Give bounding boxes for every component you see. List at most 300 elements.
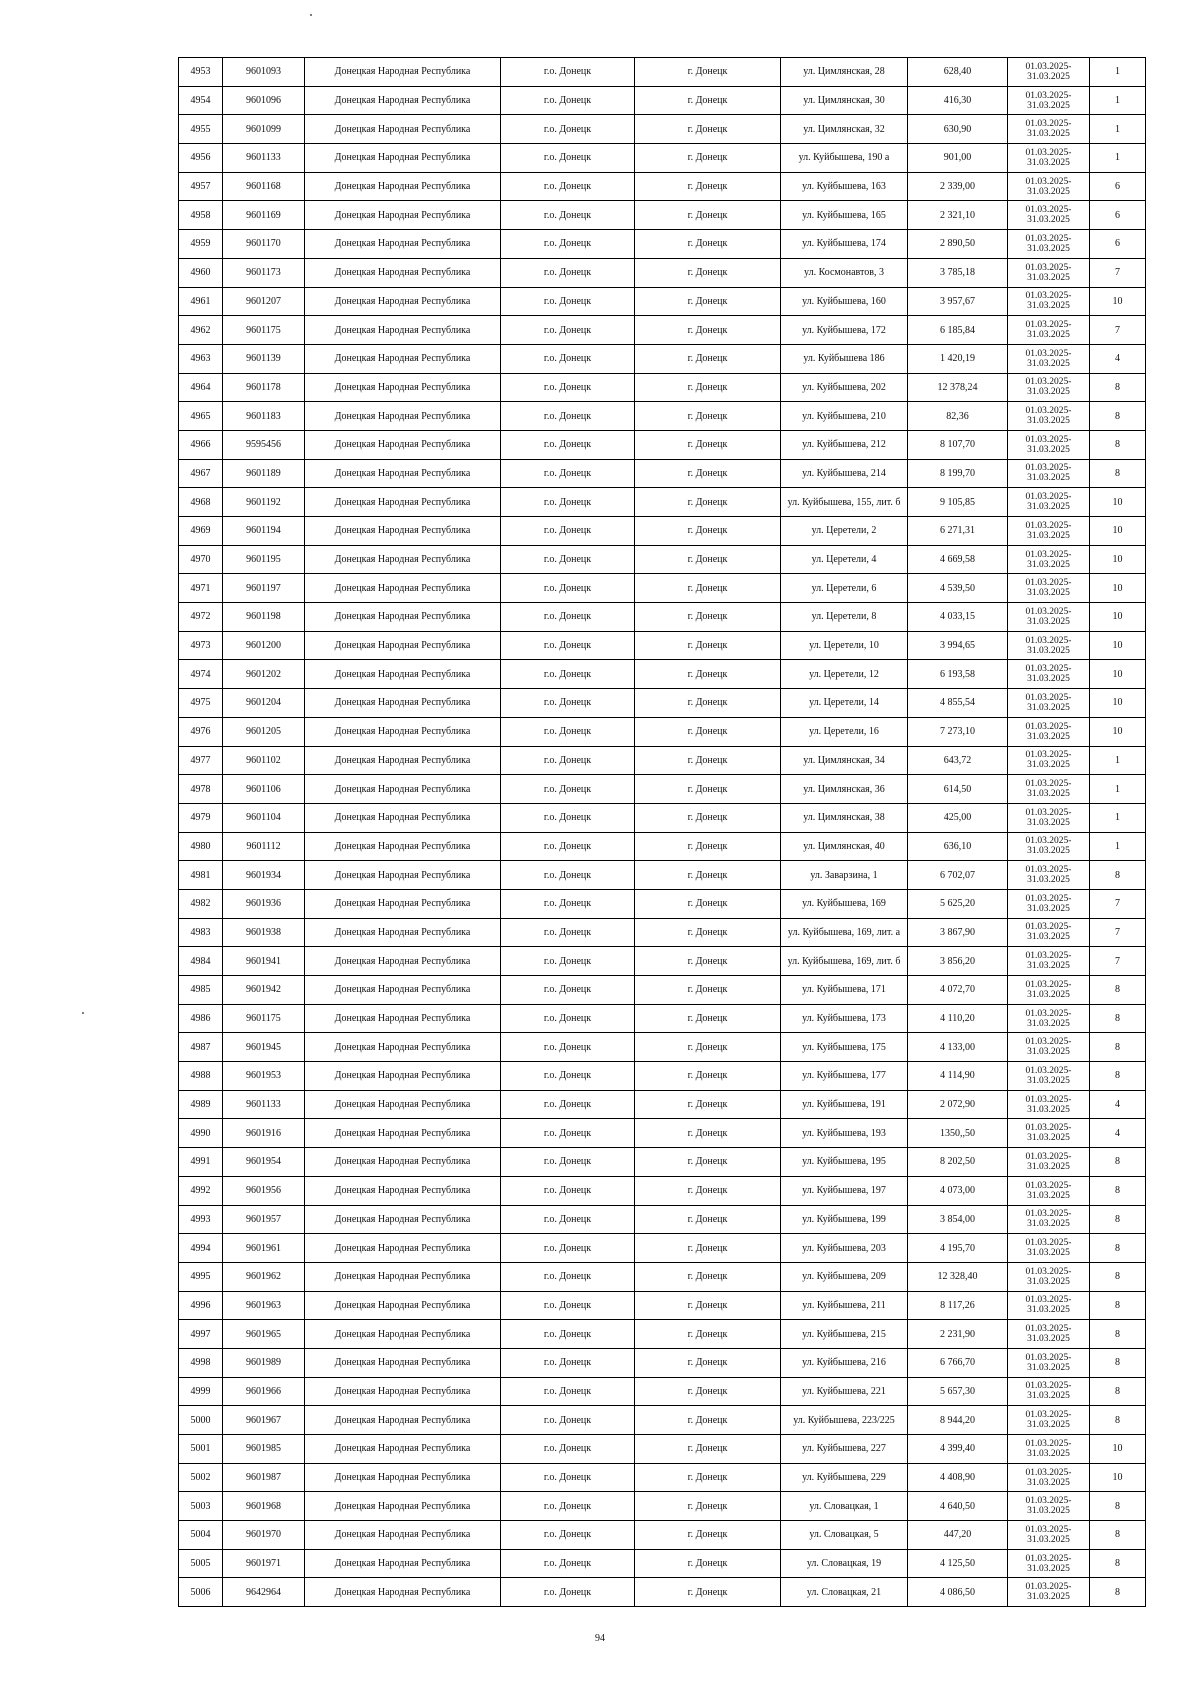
row-number-cell: 4963 <box>179 344 223 373</box>
object-code-cell: 9601133 <box>223 1090 305 1119</box>
address-cell: ул. Куйбышева, 193 <box>781 1119 908 1148</box>
address-cell: ул. Куйбышева, 169 <box>781 889 908 918</box>
city-cell: г. Донецк <box>635 344 781 373</box>
floors-cell: 8 <box>1090 402 1146 431</box>
table-row <box>179 517 1146 546</box>
address-cell: ул. Куйбышева, 203 <box>781 1234 908 1263</box>
area-cell: 643,72 <box>908 746 1008 775</box>
city-cell: г. Донецк <box>635 861 781 890</box>
period-cell: 01.03.2025-31.03.2025 <box>1008 1148 1090 1177</box>
object-code-cell: 9601956 <box>223 1176 305 1205</box>
area-cell: 4 855,54 <box>908 689 1008 718</box>
table-row <box>179 402 1146 431</box>
address-cell: ул. Куйбышева, 165 <box>781 201 908 230</box>
city-cell: г. Донецк <box>635 517 781 546</box>
city-cell: г. Донецк <box>635 316 781 345</box>
object-code-cell: 9601953 <box>223 1062 305 1091</box>
region-cell: Донецкая Народная Республика <box>305 832 501 861</box>
period-cell: 01.03.2025-31.03.2025 <box>1008 803 1090 832</box>
address-cell: ул. Цимлянская, 28 <box>781 58 908 87</box>
object-code-cell: 9601200 <box>223 631 305 660</box>
area-cell: 3 957,67 <box>908 287 1008 316</box>
address-cell: ул. Куйбышева, 175 <box>781 1033 908 1062</box>
district-cell: г.о. Донецк <box>501 1090 635 1119</box>
city-cell: г. Донецк <box>635 459 781 488</box>
row-number-cell: 4981 <box>179 861 223 890</box>
district-cell: г.о. Донецк <box>501 1549 635 1578</box>
row-number-cell: 4966 <box>179 430 223 459</box>
table-row <box>179 717 1146 746</box>
row-number-cell: 4989 <box>179 1090 223 1119</box>
period-cell: 01.03.2025-31.03.2025 <box>1008 230 1090 259</box>
city-cell: г. Донецк <box>635 402 781 431</box>
object-code-cell: 9601204 <box>223 689 305 718</box>
city-cell: г. Донецк <box>635 1262 781 1291</box>
region-cell: Донецкая Народная Республика <box>305 373 501 402</box>
district-cell: г.о. Донецк <box>501 1119 635 1148</box>
row-number-cell: 4996 <box>179 1291 223 1320</box>
district-cell: г.о. Донецк <box>501 258 635 287</box>
table-row <box>179 803 1146 832</box>
row-number-cell: 4975 <box>179 689 223 718</box>
floors-cell: 1 <box>1090 115 1146 144</box>
area-cell: 8 199,70 <box>908 459 1008 488</box>
city-cell: г. Донецк <box>635 373 781 402</box>
region-cell: Донецкая Народная Республика <box>305 1549 501 1578</box>
district-cell: г.о. Донецк <box>501 287 635 316</box>
floors-cell: 1 <box>1090 803 1146 832</box>
floors-cell: 8 <box>1090 861 1146 890</box>
floors-cell: 4 <box>1090 1090 1146 1119</box>
object-code-cell: 9601133 <box>223 144 305 173</box>
row-number-cell: 4969 <box>179 517 223 546</box>
row-number-cell: 4987 <box>179 1033 223 1062</box>
floors-cell: 8 <box>1090 1062 1146 1091</box>
object-code-cell: 9601168 <box>223 172 305 201</box>
district-cell: г.о. Донецк <box>501 1492 635 1521</box>
region-cell: Донецкая Народная Республика <box>305 689 501 718</box>
table-row <box>179 316 1146 345</box>
period-cell: 01.03.2025-31.03.2025 <box>1008 1062 1090 1091</box>
registry-table <box>178 57 1146 1607</box>
region-cell: Донецкая Народная Республика <box>305 230 501 259</box>
period-cell: 01.03.2025-31.03.2025 <box>1008 1463 1090 1492</box>
region-cell: Донецкая Народная Республика <box>305 631 501 660</box>
district-cell: г.о. Донецк <box>501 1176 635 1205</box>
row-number-cell: 5003 <box>179 1492 223 1521</box>
period-cell: 01.03.2025-31.03.2025 <box>1008 1492 1090 1521</box>
district-cell: г.о. Донецк <box>501 144 635 173</box>
region-cell: Донецкая Народная Республика <box>305 717 501 746</box>
address-cell: ул. Церетели, 4 <box>781 545 908 574</box>
row-number-cell: 4957 <box>179 172 223 201</box>
district-cell: г.о. Донецк <box>501 918 635 947</box>
city-cell: г. Донецк <box>635 1348 781 1377</box>
region-cell: Донецкая Народная Республика <box>305 660 501 689</box>
floors-cell: 6 <box>1090 230 1146 259</box>
table-row <box>179 1377 1146 1406</box>
city-cell: г. Донецк <box>635 1377 781 1406</box>
area-cell: 4 195,70 <box>908 1234 1008 1263</box>
floors-cell: 8 <box>1090 430 1146 459</box>
floors-cell: 8 <box>1090 1406 1146 1435</box>
floors-cell: 1 <box>1090 58 1146 87</box>
area-cell: 4 133,00 <box>908 1033 1008 1062</box>
city-cell: г. Донецк <box>635 545 781 574</box>
period-cell: 01.03.2025-31.03.2025 <box>1008 373 1090 402</box>
area-cell: 6 702,07 <box>908 861 1008 890</box>
city-cell: г. Донецк <box>635 488 781 517</box>
period-cell: 01.03.2025-31.03.2025 <box>1008 287 1090 316</box>
region-cell: Донецкая Народная Республика <box>305 1205 501 1234</box>
floors-cell: 10 <box>1090 1463 1146 1492</box>
city-cell: г. Донецк <box>635 889 781 918</box>
table-row <box>179 1176 1146 1205</box>
object-code-cell: 9601941 <box>223 947 305 976</box>
floors-cell: 8 <box>1090 976 1146 1005</box>
city-cell: г. Донецк <box>635 1549 781 1578</box>
area-cell: 4 408,90 <box>908 1463 1008 1492</box>
period-cell: 01.03.2025-31.03.2025 <box>1008 258 1090 287</box>
object-code-cell: 9601170 <box>223 230 305 259</box>
region-cell: Донецкая Народная Республика <box>305 402 501 431</box>
object-code-cell: 9601096 <box>223 86 305 115</box>
region-cell: Донецкая Народная Республика <box>305 1521 501 1550</box>
object-code-cell: 9642964 <box>223 1578 305 1607</box>
period-cell: 01.03.2025-31.03.2025 <box>1008 861 1090 890</box>
area-cell: 901,00 <box>908 144 1008 173</box>
period-cell: 01.03.2025-31.03.2025 <box>1008 746 1090 775</box>
period-cell: 01.03.2025-31.03.2025 <box>1008 1348 1090 1377</box>
area-cell: 2 890,50 <box>908 230 1008 259</box>
floors-cell: 8 <box>1090 1492 1146 1521</box>
district-cell: г.о. Донецк <box>501 1033 635 1062</box>
floors-cell: 7 <box>1090 947 1146 976</box>
table-row <box>179 58 1146 87</box>
region-cell: Донецкая Народная Республика <box>305 603 501 632</box>
region-cell: Донецкая Народная Республика <box>305 144 501 173</box>
district-cell: г.о. Донецк <box>501 402 635 431</box>
floors-cell: 6 <box>1090 201 1146 230</box>
city-cell: г. Донецк <box>635 660 781 689</box>
city-cell: г. Донецк <box>635 172 781 201</box>
address-cell: ул. Словацкая, 5 <box>781 1521 908 1550</box>
table-row <box>179 459 1146 488</box>
area-cell: 4 399,40 <box>908 1435 1008 1464</box>
object-code-cell: 9601968 <box>223 1492 305 1521</box>
address-cell: ул. Куйбышева, 155, лит. б <box>781 488 908 517</box>
object-code-cell: 9601966 <box>223 1377 305 1406</box>
address-cell: ул. Церетели, 8 <box>781 603 908 632</box>
region-cell: Донецкая Народная Республика <box>305 1148 501 1177</box>
address-cell: ул. Куйбышева, 191 <box>781 1090 908 1119</box>
address-cell: ул. Куйбышева, 212 <box>781 430 908 459</box>
address-cell: ул. Куйбышева, 197 <box>781 1176 908 1205</box>
row-number-cell: 4953 <box>179 58 223 87</box>
region-cell: Донецкая Народная Республика <box>305 488 501 517</box>
address-cell: ул. Цимлянская, 36 <box>781 775 908 804</box>
region-cell: Донецкая Народная Республика <box>305 861 501 890</box>
floors-cell: 1 <box>1090 832 1146 861</box>
scan-speck <box>310 14 312 16</box>
district-cell: г.о. Донецк <box>501 603 635 632</box>
city-cell: г. Донецк <box>635 115 781 144</box>
address-cell: ул. Цимлянская, 32 <box>781 115 908 144</box>
city-cell: г. Донецк <box>635 1234 781 1263</box>
period-cell: 01.03.2025-31.03.2025 <box>1008 574 1090 603</box>
table-row <box>179 1549 1146 1578</box>
district-cell: г.о. Донецк <box>501 1521 635 1550</box>
object-code-cell: 9601169 <box>223 201 305 230</box>
row-number-cell: 4956 <box>179 144 223 173</box>
city-cell: г. Донецк <box>635 86 781 115</box>
period-cell: 01.03.2025-31.03.2025 <box>1008 58 1090 87</box>
scan-speck <box>82 1012 84 1014</box>
district-cell: г.о. Донецк <box>501 717 635 746</box>
period-cell: 01.03.2025-31.03.2025 <box>1008 1033 1090 1062</box>
address-cell: ул. Цимлянская, 38 <box>781 803 908 832</box>
district-cell: г.о. Донецк <box>501 689 635 718</box>
period-cell: 01.03.2025-31.03.2025 <box>1008 488 1090 517</box>
row-number-cell: 4994 <box>179 1234 223 1263</box>
period-cell: 01.03.2025-31.03.2025 <box>1008 344 1090 373</box>
period-cell: 01.03.2025-31.03.2025 <box>1008 1578 1090 1607</box>
row-number-cell: 4954 <box>179 86 223 115</box>
area-cell: 3 856,20 <box>908 947 1008 976</box>
floors-cell: 8 <box>1090 1521 1146 1550</box>
district-cell: г.о. Донецк <box>501 631 635 660</box>
address-cell: ул. Словацкая, 21 <box>781 1578 908 1607</box>
table-row <box>179 1033 1146 1062</box>
region-cell: Донецкая Народная Республика <box>305 1004 501 1033</box>
period-cell: 01.03.2025-31.03.2025 <box>1008 1119 1090 1148</box>
object-code-cell: 9601198 <box>223 603 305 632</box>
address-cell: ул. Куйбышева, 169, лит. б <box>781 947 908 976</box>
table-row <box>179 1578 1146 1607</box>
region-cell: Донецкая Народная Республика <box>305 1435 501 1464</box>
address-cell: ул. Куйбышева, 210 <box>781 402 908 431</box>
row-number-cell: 4961 <box>179 287 223 316</box>
object-code-cell: 9601985 <box>223 1435 305 1464</box>
area-cell: 4 073,00 <box>908 1176 1008 1205</box>
region-cell: Донецкая Народная Республика <box>305 517 501 546</box>
table-row <box>179 775 1146 804</box>
address-cell: ул. Куйбышева, 160 <box>781 287 908 316</box>
table-row <box>179 1205 1146 1234</box>
area-cell: 7 273,10 <box>908 717 1008 746</box>
city-cell: г. Донецк <box>635 574 781 603</box>
floors-cell: 7 <box>1090 258 1146 287</box>
row-number-cell: 4968 <box>179 488 223 517</box>
period-cell: 01.03.2025-31.03.2025 <box>1008 517 1090 546</box>
address-cell: ул. Куйбышева 186 <box>781 344 908 373</box>
region-cell: Донецкая Народная Республика <box>305 1348 501 1377</box>
row-number-cell: 4976 <box>179 717 223 746</box>
area-cell: 4 072,70 <box>908 976 1008 1005</box>
period-cell: 01.03.2025-31.03.2025 <box>1008 1406 1090 1435</box>
area-cell: 2 339,00 <box>908 172 1008 201</box>
area-cell: 6 193,58 <box>908 660 1008 689</box>
period-cell: 01.03.2025-31.03.2025 <box>1008 1205 1090 1234</box>
region-cell: Донецкая Народная Республика <box>305 86 501 115</box>
object-code-cell: 9601192 <box>223 488 305 517</box>
district-cell: г.о. Донецк <box>501 861 635 890</box>
area-cell: 6 766,70 <box>908 1348 1008 1377</box>
area-cell: 4 669,58 <box>908 545 1008 574</box>
table-row <box>179 488 1146 517</box>
row-number-cell: 5002 <box>179 1463 223 1492</box>
object-code-cell: 9601962 <box>223 1262 305 1291</box>
floors-cell: 8 <box>1090 1033 1146 1062</box>
city-cell: г. Донецк <box>635 58 781 87</box>
object-code-cell: 9601099 <box>223 115 305 144</box>
table-row <box>179 144 1146 173</box>
address-cell: ул. Куйбышева, 227 <box>781 1435 908 1464</box>
object-code-cell: 9601202 <box>223 660 305 689</box>
area-cell: 3 994,65 <box>908 631 1008 660</box>
period-cell: 01.03.2025-31.03.2025 <box>1008 172 1090 201</box>
floors-cell: 8 <box>1090 1320 1146 1349</box>
row-number-cell: 4999 <box>179 1377 223 1406</box>
period-cell: 01.03.2025-31.03.2025 <box>1008 459 1090 488</box>
city-cell: г. Донецк <box>635 201 781 230</box>
address-cell: ул. Куйбышева, 211 <box>781 1291 908 1320</box>
city-cell: г. Донецк <box>635 1062 781 1091</box>
table-row <box>179 1492 1146 1521</box>
city-cell: г. Донецк <box>635 603 781 632</box>
floors-cell: 7 <box>1090 918 1146 947</box>
area-cell: 3 867,90 <box>908 918 1008 947</box>
area-cell: 630,90 <box>908 115 1008 144</box>
table-row <box>179 976 1146 1005</box>
object-code-cell: 9601189 <box>223 459 305 488</box>
table-row <box>179 545 1146 574</box>
area-cell: 5 625,20 <box>908 889 1008 918</box>
object-code-cell: 9601934 <box>223 861 305 890</box>
address-cell: ул. Церетели, 6 <box>781 574 908 603</box>
district-cell: г.о. Донецк <box>501 373 635 402</box>
address-cell: ул. Цимлянская, 34 <box>781 746 908 775</box>
city-cell: г. Донецк <box>635 1463 781 1492</box>
address-cell: ул. Куйбышева, 221 <box>781 1377 908 1406</box>
table-row <box>179 115 1146 144</box>
district-cell: г.о. Донецк <box>501 889 635 918</box>
period-cell: 01.03.2025-31.03.2025 <box>1008 1004 1090 1033</box>
period-cell: 01.03.2025-31.03.2025 <box>1008 775 1090 804</box>
area-cell: 8 107,70 <box>908 430 1008 459</box>
object-code-cell: 9601967 <box>223 1406 305 1435</box>
floors-cell: 1 <box>1090 775 1146 804</box>
address-cell: ул. Куйбышева, 215 <box>781 1320 908 1349</box>
table-row <box>179 574 1146 603</box>
city-cell: г. Донецк <box>635 1148 781 1177</box>
area-cell: 82,36 <box>908 402 1008 431</box>
object-code-cell: 9595456 <box>223 430 305 459</box>
table-row <box>179 861 1146 890</box>
city-cell: г. Донецк <box>635 1119 781 1148</box>
region-cell: Донецкая Народная Республика <box>305 115 501 144</box>
row-number-cell: 5000 <box>179 1406 223 1435</box>
area-cell: 6 271,31 <box>908 517 1008 546</box>
object-code-cell: 9601104 <box>223 803 305 832</box>
area-cell: 636,10 <box>908 832 1008 861</box>
address-cell: ул. Куйбышева, 209 <box>781 1262 908 1291</box>
table-row <box>179 1521 1146 1550</box>
row-number-cell: 4993 <box>179 1205 223 1234</box>
row-number-cell: 4992 <box>179 1176 223 1205</box>
city-cell: г. Донецк <box>635 1205 781 1234</box>
region-cell: Донецкая Народная Республика <box>305 1119 501 1148</box>
row-number-cell: 4978 <box>179 775 223 804</box>
region-cell: Донецкая Народная Республика <box>305 1377 501 1406</box>
table-row <box>179 287 1146 316</box>
region-cell: Донецкая Народная Республика <box>305 201 501 230</box>
floors-cell: 8 <box>1090 1549 1146 1578</box>
district-cell: г.о. Донецк <box>501 1406 635 1435</box>
address-cell: ул. Куйбышева, 202 <box>781 373 908 402</box>
floors-cell: 8 <box>1090 1377 1146 1406</box>
floors-cell: 10 <box>1090 545 1146 574</box>
floors-cell: 8 <box>1090 1004 1146 1033</box>
period-cell: 01.03.2025-31.03.2025 <box>1008 947 1090 976</box>
district-cell: г.о. Донецк <box>501 172 635 201</box>
object-code-cell: 9601106 <box>223 775 305 804</box>
period-cell: 01.03.2025-31.03.2025 <box>1008 1262 1090 1291</box>
row-number-cell: 4980 <box>179 832 223 861</box>
region-cell: Донецкая Народная Республика <box>305 459 501 488</box>
region-cell: Донецкая Народная Республика <box>305 58 501 87</box>
floors-cell: 10 <box>1090 517 1146 546</box>
floors-cell: 10 <box>1090 287 1146 316</box>
region-cell: Донецкая Народная Республика <box>305 430 501 459</box>
area-cell: 4 033,15 <box>908 603 1008 632</box>
table-row <box>179 1148 1146 1177</box>
area-cell: 4 125,50 <box>908 1549 1008 1578</box>
row-number-cell: 4962 <box>179 316 223 345</box>
address-cell: ул. Куйбышева, 199 <box>781 1205 908 1234</box>
area-cell: 4 640,50 <box>908 1492 1008 1521</box>
city-cell: г. Донецк <box>635 1578 781 1607</box>
object-code-cell: 9601194 <box>223 517 305 546</box>
area-cell: 628,40 <box>908 58 1008 87</box>
city-cell: г. Донецк <box>635 230 781 259</box>
region-cell: Донецкая Народная Республика <box>305 545 501 574</box>
row-number-cell: 4990 <box>179 1119 223 1148</box>
object-code-cell: 9601987 <box>223 1463 305 1492</box>
area-cell: 3 785,18 <box>908 258 1008 287</box>
floors-cell: 10 <box>1090 574 1146 603</box>
row-number-cell: 4985 <box>179 976 223 1005</box>
object-code-cell: 9601961 <box>223 1234 305 1263</box>
table-row <box>179 430 1146 459</box>
row-number-cell: 4983 <box>179 918 223 947</box>
district-cell: г.о. Донецк <box>501 459 635 488</box>
row-number-cell: 4973 <box>179 631 223 660</box>
floors-cell: 8 <box>1090 1262 1146 1291</box>
row-number-cell: 4979 <box>179 803 223 832</box>
floors-cell: 8 <box>1090 1234 1146 1263</box>
district-cell: г.о. Донецк <box>501 1062 635 1091</box>
district-cell: г.о. Донецк <box>501 115 635 144</box>
address-cell: ул. Куйбышева, 214 <box>781 459 908 488</box>
address-cell: ул. Куйбышева, 190 а <box>781 144 908 173</box>
area-cell: 2 321,10 <box>908 201 1008 230</box>
area-cell: 1350,,50 <box>908 1119 1008 1148</box>
district-cell: г.о. Донецк <box>501 1348 635 1377</box>
address-cell: ул. Церетели, 16 <box>781 717 908 746</box>
table-row <box>179 201 1146 230</box>
table-row <box>179 172 1146 201</box>
